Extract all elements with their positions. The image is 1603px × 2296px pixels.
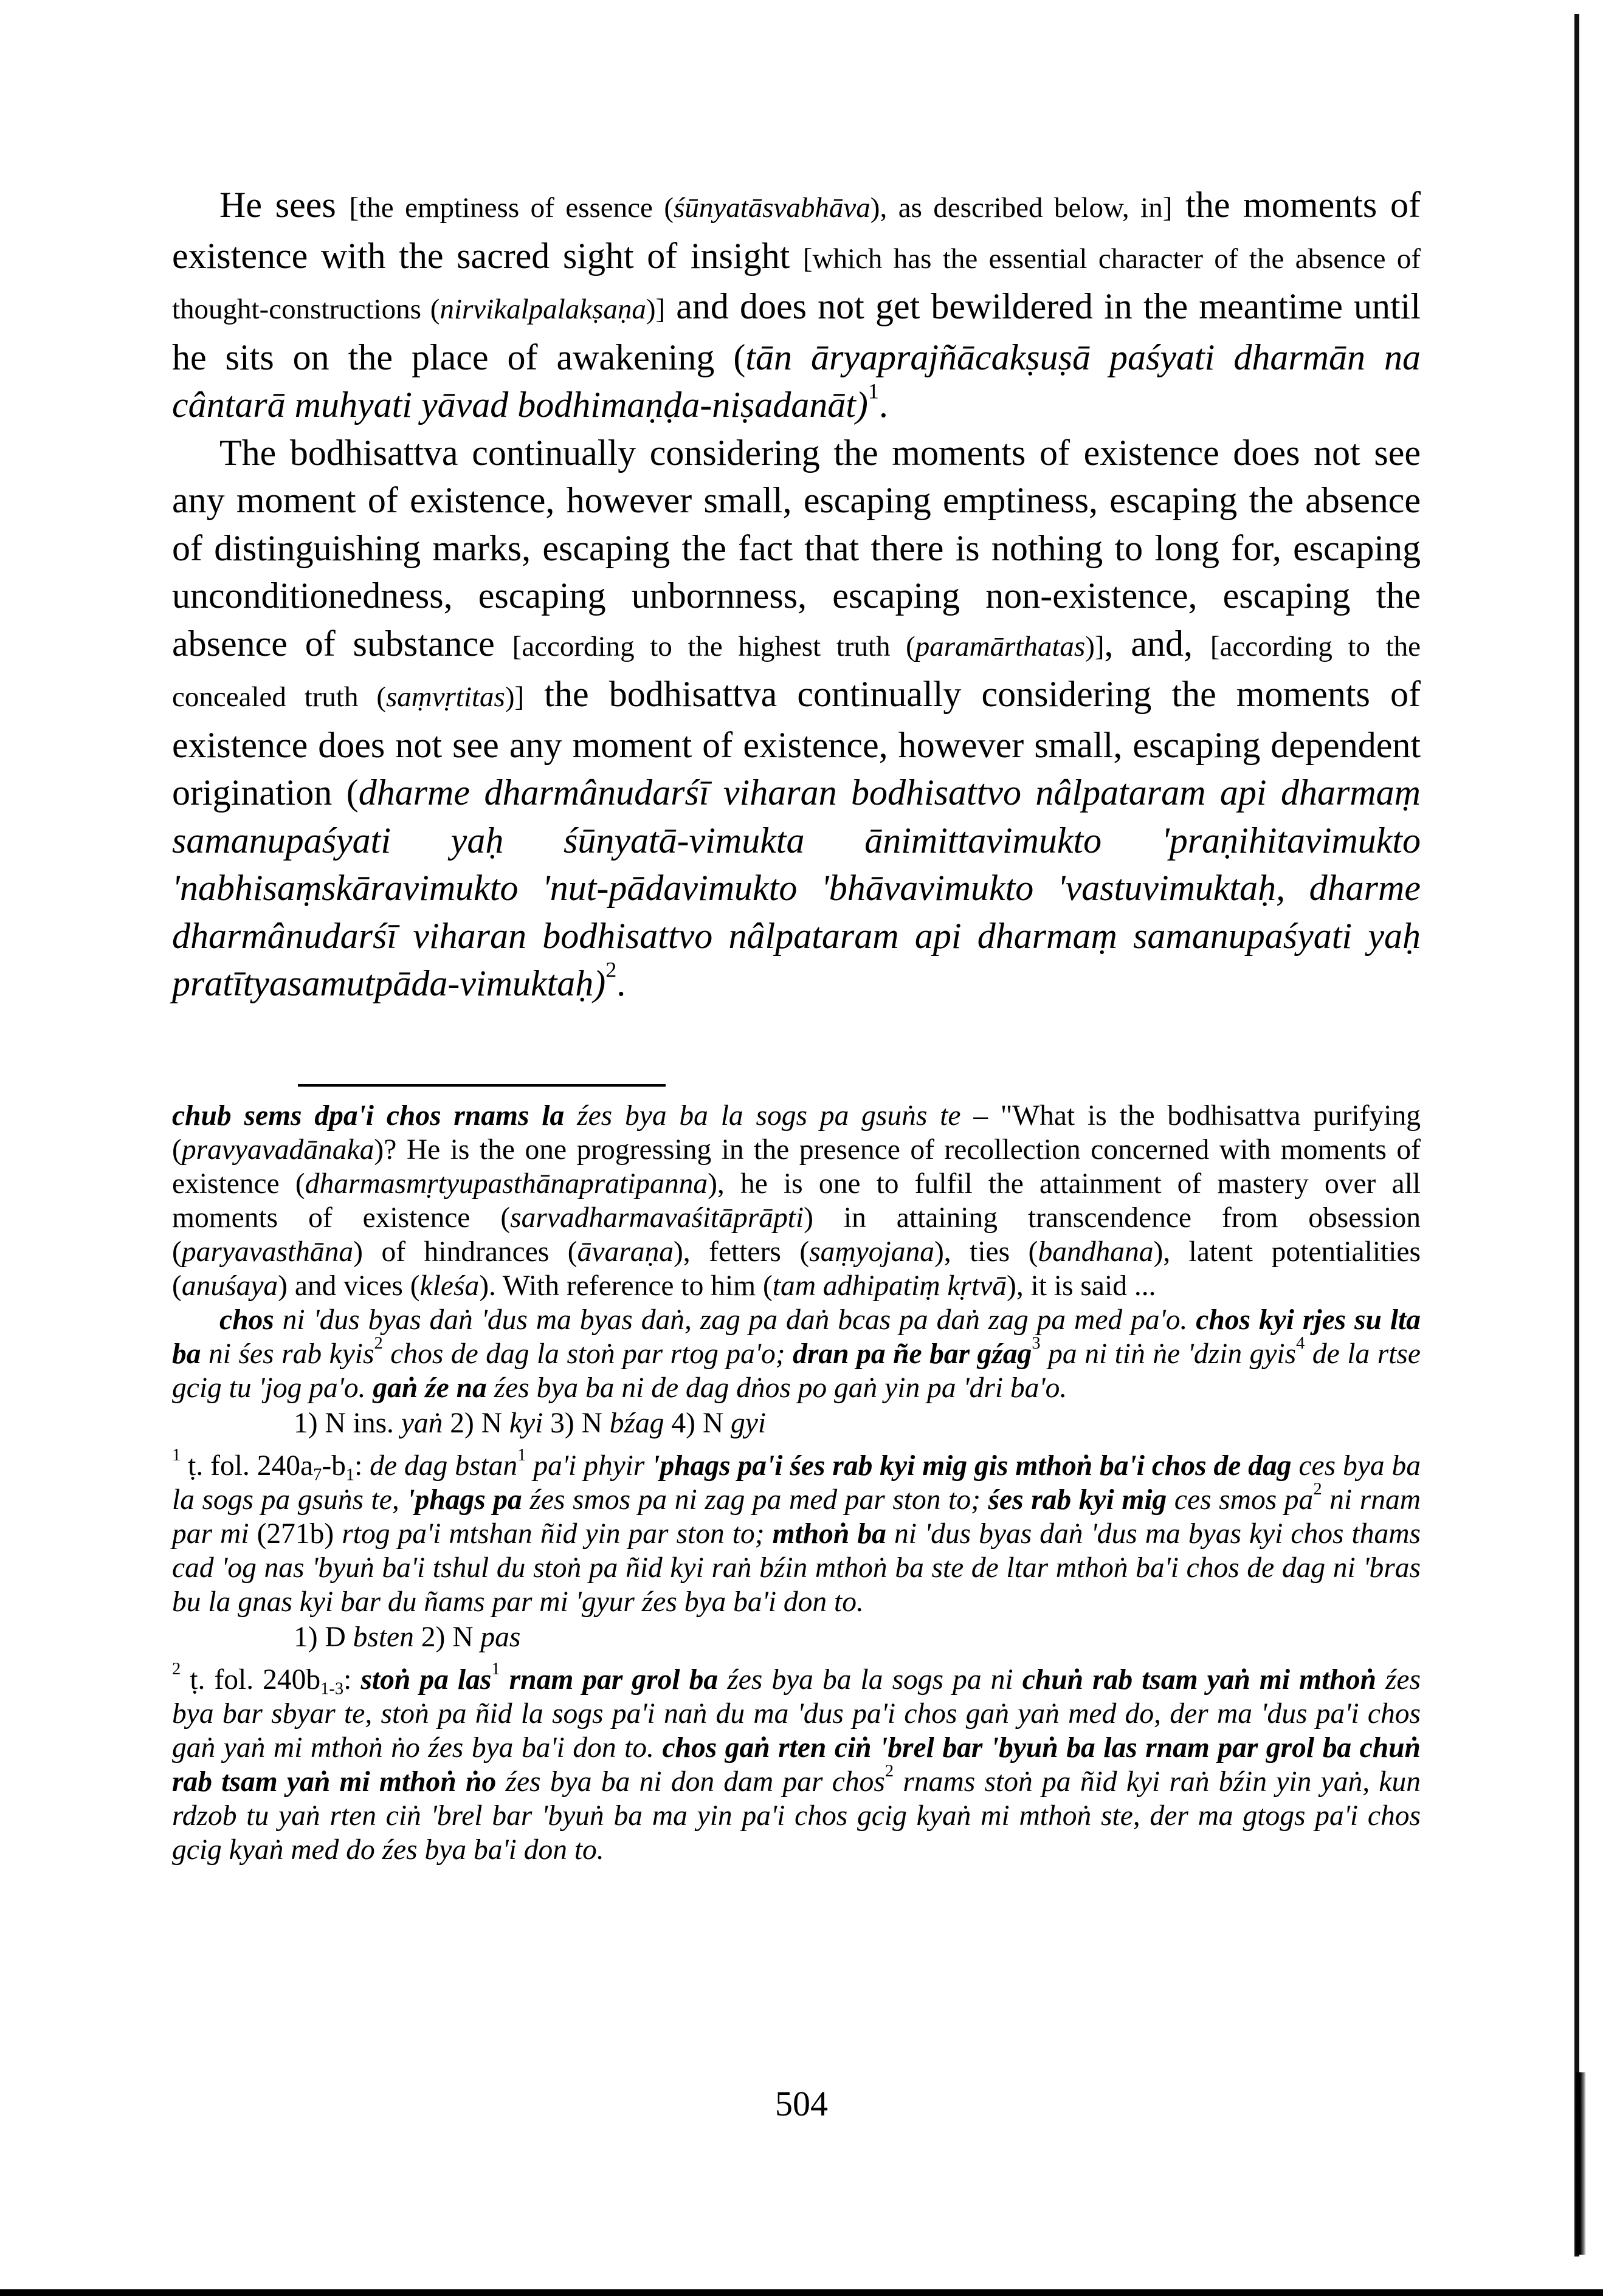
footnote-ref[interactable]: 2 <box>605 957 617 982</box>
footnote-1: $^1$ ṭ. fol. $240a_7-b_1$: de dag bstan$^1$ pa'i phyir 'phags pa'i śes rab kyi mig gis mthoṅ ba'i chos de dag ces bya ba la sogs pa gsuṅs te, 'phags pa źes smos pa ni zag pa med par ston to; śes rab kyi mig ces smos $pa^2$ ni rnam par mi (271b) rtog pa'i mtshan ñid yin par ston to; mthoṅ ba ni 'dus byas daṅ 'dus ma byas kyi chos thams cad 'og nas 'byuṅ ba'i tshul du stoṅ pa ñid kyi raṅ bźin mthoṅ ba ste de ltar mthoṅ ba'i chos de dag ni 'bras bu la gnas kyi bar du ñams par mi 'gyur źes bya ba'i don to. <box>172 1445 1421 1618</box>
footnote-marker: 2 <box>172 1659 181 1679</box>
variant-ref[interactable]: 2 <box>1313 1479 1322 1499</box>
variant-ref[interactable]: 3 <box>1032 1333 1041 1353</box>
variant-ref[interactable]: 4 <box>1296 1333 1305 1353</box>
commentary-paragraph-1: chub sems dpa'i chos rnams la źes bya ba la sogs pa gsuṅs te – "What is the bodhisattva purifying (pravyavadānaka)? He is the one progressing in the presence of recollection concerned with moments of existence (dharmasmṛtyupasthānapratipanna), he is one to fulfil the attainment of mastery over all moments of existence (sarvadharmavaśitāprāpti) in attaining transcendence from obsession (paryavasthāna) of hindrances (āvaraṇa), fetters (saṃyojana), ties (bandhana), latent potentialities (anuśaya) and vices (kleśa). With reference to him (tam adhipatiṃ kṛtvā), it is said ... <box>172 1100 1421 1302</box>
page-number: 504 <box>775 2084 828 2123</box>
scan-edge-shadow <box>1576 2072 1586 2255</box>
scan-edge-shadow <box>1574 14 1579 2256</box>
footnote-2: $^2$ ṭ. fol. $240b_{1-3}$: stoṅ pa las$^1$ rnam par grol ba źes bya ba la sogs pa ni chuṅ rab tsam yaṅ mi mthoṅ źes bya bar sbyar te, stoṅ pa ñid la sogs pa'i naṅ du ma 'dus pa'i chos gaṅ yaṅ med do, der ma 'dus pa'i chos gaṅ yaṅ mi mthoṅ ṅo źes bya ba'i don to. chos gaṅ rten ciṅ 'brel bar 'byuṅ ba las rnam par grol ba chuṅ rab tsam yaṅ mi mthoṅ ṅo źes bya ba ni don dam par chos$^2$ rnams stoṅ pa ñid kyi raṅ bźin yin yaṅ, kun rdzob tu yaṅ rten ciṅ 'brel bar 'byuṅ ba ma yin pa'i chos gcig kyaṅ mi mthoṅ ste, der ma gtogs pa'i chos gcig kyaṅ med do źes bya ba'i don to. <box>172 1659 1421 1866</box>
variant-ref[interactable]: 1 <box>517 1445 526 1465</box>
scan-edge-bottom <box>0 2289 1603 2296</box>
bracket-gloss: [which has the essential character of the absence of thought-constructions (nirvikalpalakṣaṇa)] <box>172 242 1421 325</box>
main-text <box>172 181 1421 1008</box>
variant-readings: 1) D bsten 2) N pas <box>294 1621 521 1653</box>
folio-ref: (271b) <box>257 1518 334 1550</box>
commentary-section <box>172 1099 1421 1867</box>
bracket-gloss: [according to the concealed truth (saṃvṛtitas)] <box>172 630 1421 713</box>
footnote-marker: 1 <box>172 1445 181 1465</box>
footnote-ref[interactable]: 1 <box>867 379 879 404</box>
variant-ref[interactable]: 2 <box>884 1761 894 1781</box>
bracket-gloss: [the emptiness of essence (śūnyatāsvabhāva), as described below, in] <box>349 192 1173 224</box>
variant-ref[interactable]: 1 <box>491 1659 500 1679</box>
variant-ref[interactable]: 2 <box>374 1333 383 1353</box>
bracket-gloss: [according to the highest truth (paramārthatas)] <box>512 630 1105 662</box>
variant-readings: 1) N ins. yaṅ 2) N kyi 3) N bźag 4) N gyi <box>294 1408 767 1439</box>
commentary-paragraph-2: chos ni 'dus byas daṅ 'dus ma byas daṅ, zag pa daṅ bcas pa daṅ zag pa med pa'o. chos kyi rjes su lta ba ni śes rab kyis$^2$ chos de dag la stoṅ par rtog pa'o; dran pa ñe bar gźag$^3$ pa ni tiṅ ṅe 'dzin gyis$^4$ de la rtse gcig tu 'jog pa'o. gaṅ źe na źes bya ba ni de dag dṅos po gaṅ yin pa 'dri ba'o. <box>172 1304 1421 1404</box>
sanskrit-quote: dharme dharmânudarśī viharan bodhisattvo nâlpataram api dharmaṃ samanupaśyati yaḥ śūnyatā-vimukta ānimittavimukto 'praṇihitavimukto 'nabhisaṃskāravimukto 'nut-pādavimukto 'bhāvavimukto 'vastuvimuktaḥ, dharme dharmânudarśī viharan bodhisattvo nâlpataram api dharmaṃ samanupaśyati yaḥ pratītyasamutpāda-vimuktaḥ <box>172 772 1421 1003</box>
footnote-separator <box>298 1084 666 1087</box>
sanskrit-quote: tān āryaprajñācakṣuṣā paśyati dharmān na cântarā muhyati yāvad bodhimaṇḍa-niṣadanāt <box>172 337 1421 425</box>
main-paragraph-1: He sees [the emptiness of essence (śūnyatāsvabhāva), as described below, in] the moments of existence with the sacred sight of insight [which has the essential character of the absence of thought-constructions (nirvikalpalakṣaṇa)] and does not get bewildered in the meantime until he sits on the place of awakening (tān āryaprajñācakṣuṣā paśyati dharmān na cântarā muhyati yāvad bodhimaṇḍa-niṣadanāt)$^1$. <box>172 185 1421 425</box>
main-paragraph-2: The bodhisattva continually considering the moments of existence does not see any moment of existence, however small, escaping emptiness, escaping the absence of distinguishing marks, escaping the fact that there is nothing to long for, escaping unconditionedness, escaping unbornness, escaping non-existence, escaping the absence of substance [according to the highest truth (paramārthatas)], and, [according to the concealed truth (saṃvṛtitas)] the bodhisattva continually considering the moments of existence does not see any moment of existence, however small, escaping dependent origination (dharme dharmânudarśī viharan bodhisattvo nâlpataram api dharmaṃ samanupaśyati yaḥ śūnyatā-vimukta ānimittavimukto 'praṇihitavimukto 'nabhisaṃskāravimukto 'nut-pādavimukto 'bhāvavimukto 'vastuvimuktaḥ, dharme dharmânudarśī viharan bodhisattvo nâlpataram api dharmaṃ samanupaśyati yaḥ pratītyasamutpāda-vimuktaḥ)$^2$. <box>172 432 1421 1003</box>
